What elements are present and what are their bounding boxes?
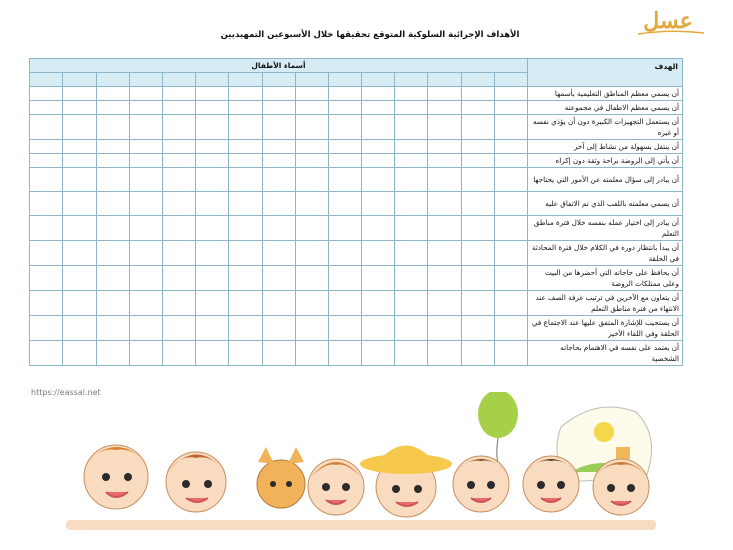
checklist-cell[interactable] [362,341,395,366]
checklist-cell[interactable] [328,168,361,192]
checklist-cell[interactable] [295,266,328,291]
child-2-icon [166,452,226,512]
child-5-icon [360,446,452,518]
checklist-cell[interactable] [30,101,63,115]
checklist-cell[interactable] [96,87,129,101]
checklist-cell[interactable] [362,140,395,154]
checklist-cell[interactable] [494,291,527,316]
names-header: أسماء الأطفال [30,59,528,73]
checklist-cell[interactable] [494,154,527,168]
checklist-cell[interactable] [129,316,162,341]
checklist-cell[interactable] [362,101,395,115]
checklist-cell[interactable] [428,154,461,168]
checklist-cell[interactable] [428,87,461,101]
checklist-cell[interactable] [461,154,494,168]
checklist-cell[interactable] [30,168,63,192]
checklist-cell[interactable] [63,266,96,291]
goal-row [30,291,683,316]
checklist-cell[interactable] [395,115,428,140]
checklist-cell[interactable] [229,154,262,168]
checklist-cell[interactable] [328,101,361,115]
checklist-cell[interactable] [262,266,295,291]
goal-row [30,192,683,216]
site-logo [628,8,708,36]
checklist-cell[interactable] [428,140,461,154]
checklist-cell[interactable] [229,316,262,341]
checklist-cell[interactable] [362,316,395,341]
goal-row [30,140,683,154]
checklist-cell[interactable] [129,241,162,266]
checklist-cell[interactable] [494,216,527,241]
checklist-cell[interactable] [328,341,361,366]
checklist-cell[interactable] [461,266,494,291]
checklist-cell[interactable] [328,115,361,140]
checklist-cell[interactable] [428,341,461,366]
checklist-cell[interactable] [196,216,229,241]
checklist-cell[interactable] [362,154,395,168]
checklist-cell[interactable] [96,291,129,316]
checklist-cell[interactable] [129,341,162,366]
goal-body [30,87,683,366]
checklist-cell[interactable] [395,341,428,366]
child-4-icon [308,459,364,515]
checklist-cell[interactable] [129,266,162,291]
checklist-cell[interactable] [162,266,195,291]
checklist-cell[interactable] [494,341,527,366]
checklist-cell[interactable] [129,168,162,192]
checklist-cell[interactable] [362,115,395,140]
name-column-header [328,73,361,87]
checklist-cell[interactable] [196,316,229,341]
checklist-cell[interactable] [162,140,195,154]
checklist-cell[interactable] [30,154,63,168]
checklist-cell[interactable] [494,266,527,291]
checklist-cell[interactable] [196,241,229,266]
checklist-cell[interactable] [229,140,262,154]
checklist-cell[interactable] [262,192,295,216]
checklist-cell[interactable] [196,154,229,168]
checklist-cell[interactable] [162,216,195,241]
goal-text: أن يتعاون مع الآخرين في ترتيب غرفة الصف عند الانتهاء من فترة مناطق التعلم [528,291,683,316]
checklist-cell[interactable] [96,241,129,266]
checklist-cell[interactable] [395,316,428,341]
checklist-cell[interactable] [395,101,428,115]
checklist-cell[interactable] [96,115,129,140]
checklist-cell[interactable] [295,154,328,168]
checklist-cell[interactable] [362,87,395,101]
goal-row [30,241,683,266]
goal-text: أن يحافظ على حاجاته التي أحضرها من البيت وعلى ممتلكات الروضة [528,266,683,291]
checklist-cell[interactable] [494,241,527,266]
goal-row [30,341,683,366]
checklist-cell[interactable] [96,266,129,291]
checklist-cell[interactable] [494,168,527,192]
checklist-cell[interactable] [328,241,361,266]
checklist-cell[interactable] [295,341,328,366]
checklist-cell[interactable] [196,192,229,216]
checklist-cell[interactable] [30,341,63,366]
checklist-cell[interactable] [262,115,295,140]
name-column-header [395,73,428,87]
checklist-cell[interactable] [162,154,195,168]
checklist-cell[interactable] [229,168,262,192]
logo-swoosh-icon [636,30,706,36]
goal-text: أن يستجيب للإشارة المتفق عليها عند الاجتماع في الحلقة وفي اللقاء الأخير [528,316,683,341]
checklist-cell[interactable] [162,341,195,366]
checklist-cell[interactable] [196,115,229,140]
checklist-cell[interactable] [129,140,162,154]
checklist-cell[interactable] [428,316,461,341]
goal-row [30,266,683,291]
checklist-cell[interactable] [196,140,229,154]
child-3-icon [257,447,305,508]
goal-text: أن يبادر إلى سؤال معلمته عن الأمور التي يحتاجها [528,168,683,192]
checklist-cell[interactable] [295,140,328,154]
name-column-header [295,73,328,87]
checklist-cell[interactable] [30,291,63,316]
checklist-cell[interactable] [196,168,229,192]
name-column-header [362,73,395,87]
goals-sheet [29,58,683,371]
checklist-cell[interactable] [328,216,361,241]
goal-text: أن ينتقل بسهولة من نشاط إلى آخر [528,140,683,154]
name-column-header [162,73,195,87]
goal-row [30,115,683,140]
checklist-cell[interactable] [63,241,96,266]
checklist-cell[interactable] [262,168,295,192]
checklist-cell[interactable] [96,101,129,115]
goal-text: أن يبدأ بانتظار دوره في الكلام خلال فترة المحادثة في الحلقة [528,241,683,266]
checklist-cell[interactable] [129,192,162,216]
name-column-header [129,73,162,87]
checklist-cell[interactable] [395,266,428,291]
checklist-cell[interactable] [63,154,96,168]
checklist-cell[interactable] [63,216,96,241]
goal-row [30,216,683,241]
checklist-cell[interactable] [362,266,395,291]
checklist-cell[interactable] [395,140,428,154]
checklist-cell[interactable] [30,192,63,216]
checklist-cell[interactable] [461,216,494,241]
checklist-cell[interactable] [30,140,63,154]
checklist-cell[interactable] [96,216,129,241]
checklist-cell[interactable] [362,241,395,266]
checklist-cell[interactable] [328,154,361,168]
checklist-cell[interactable] [63,192,96,216]
checklist-cell[interactable] [229,216,262,241]
checklist-cell[interactable] [196,291,229,316]
goal-text: أن يستعمل التجهيزات الكبيرة دون أن يؤذي نفسه أو غيره [528,115,683,140]
checklist-cell[interactable] [428,192,461,216]
goals-table [29,58,683,366]
checklist-cell[interactable] [395,291,428,316]
checklist-cell[interactable] [461,291,494,316]
checklist-cell[interactable] [162,291,195,316]
name-column-header [428,73,461,87]
header-row [30,59,683,73]
checklist-cell[interactable] [96,316,129,341]
goal-row [30,154,683,168]
checklist-cell[interactable] [461,115,494,140]
checklist-cell[interactable] [229,266,262,291]
goal-text: أن يسمي معظم الاطفال في مجموعته [528,101,683,115]
checklist-cell[interactable] [96,154,129,168]
checklist-cell[interactable] [229,291,262,316]
checklist-cell[interactable] [395,87,428,101]
checklist-cell[interactable] [229,87,262,101]
checklist-cell[interactable] [162,241,195,266]
checklist-cell[interactable] [395,216,428,241]
child-8-icon [593,459,649,515]
goal-text: أن يسمي معظم المناطق التعليمية بأسمها [528,87,683,101]
checklist-cell[interactable] [63,140,96,154]
checklist-cell[interactable] [229,341,262,366]
checklist-cell[interactable] [395,241,428,266]
goal-text: أن يسمي معلمته باللقب الذي تم الاتفاق عليه [528,192,683,216]
checklist-cell[interactable] [461,241,494,266]
source-url: https://eassal.net [31,388,101,397]
checklist-cell[interactable] [494,140,527,154]
checklist-cell[interactable] [196,101,229,115]
checklist-cell[interactable] [96,192,129,216]
checklist-cell[interactable] [494,192,527,216]
checklist-cell[interactable] [461,341,494,366]
page-title: الأهداف الإجرائية السلوكية المتوقع تحقيقها خلال الأسبوعين التمهيديين [220,30,520,40]
checklist-cell[interactable] [63,168,96,192]
checklist-cell[interactable] [229,115,262,140]
checklist-cell[interactable] [196,341,229,366]
name-column-header [30,73,63,87]
checklist-cell[interactable] [295,216,328,241]
child-7-icon [523,456,579,512]
checklist-cell[interactable] [30,115,63,140]
checklist-cell[interactable] [30,266,63,291]
checklist-cell[interactable] [63,87,96,101]
checklist-cell[interactable] [30,241,63,266]
checklist-cell[interactable] [428,266,461,291]
checklist-cell[interactable] [30,87,63,101]
checklist-cell[interactable] [295,291,328,316]
checklist-cell[interactable] [428,216,461,241]
name-column-header [96,73,129,87]
name-column-header [262,73,295,87]
checklist-cell[interactable] [295,115,328,140]
checklist-cell[interactable] [295,101,328,115]
checklist-cell[interactable] [129,154,162,168]
checklist-cell[interactable] [262,291,295,316]
name-column-header [461,73,494,87]
checklist-cell[interactable] [96,341,129,366]
checklist-cell[interactable] [362,216,395,241]
checklist-cell[interactable] [262,316,295,341]
checklist-cell[interactable] [129,291,162,316]
checklist-cell[interactable] [295,168,328,192]
checklist-cell[interactable] [461,140,494,154]
checklist-cell[interactable] [395,192,428,216]
checklist-cell[interactable] [229,241,262,266]
checklist-cell[interactable] [262,101,295,115]
checklist-cell[interactable] [428,241,461,266]
checklist-cell[interactable] [494,316,527,341]
checklist-cell[interactable] [262,216,295,241]
checklist-cell[interactable] [362,168,395,192]
checklist-cell[interactable] [461,316,494,341]
checklist-cell[interactable] [428,101,461,115]
checklist-cell[interactable] [262,154,295,168]
checklist-cell[interactable] [328,316,361,341]
checklist-cell[interactable] [295,241,328,266]
checklist-cell[interactable] [63,291,96,316]
checklist-cell[interactable] [96,140,129,154]
checklist-cell[interactable] [295,316,328,341]
checklist-cell[interactable] [328,192,361,216]
checklist-cell[interactable] [362,291,395,316]
checklist-cell[interactable] [461,101,494,115]
checklist-cell[interactable] [362,192,395,216]
checklist-cell[interactable] [96,168,129,192]
logo-text: عسل [643,8,693,34]
checklist-cell[interactable] [63,101,96,115]
checklist-cell[interactable] [229,101,262,115]
checklist-cell[interactable] [129,115,162,140]
child-1-icon [84,445,148,509]
checklist-cell[interactable] [262,140,295,154]
name-column-header [494,73,527,87]
checklist-cell[interactable] [328,140,361,154]
checklist-cell[interactable] [494,87,527,101]
checklist-cell[interactable] [428,291,461,316]
checklist-cell[interactable] [461,168,494,192]
child-6-icon [453,456,509,512]
checklist-cell[interactable] [428,115,461,140]
checklist-cell[interactable] [162,101,195,115]
checklist-cell[interactable] [395,154,428,168]
checklist-cell[interactable] [162,316,195,341]
checklist-cell[interactable] [63,316,96,341]
checklist-cell[interactable] [494,101,527,115]
checklist-cell[interactable] [328,291,361,316]
checklist-cell[interactable] [162,87,195,101]
goal-row [30,168,683,192]
checklist-cell[interactable] [229,192,262,216]
checklist-cell[interactable] [328,87,361,101]
checklist-cell[interactable] [162,115,195,140]
checklist-cell[interactable] [262,341,295,366]
checklist-cell[interactable] [262,87,295,101]
checklist-cell[interactable] [129,87,162,101]
goal-row [30,87,683,101]
goal-header: الهدف [528,59,683,87]
children-illustration [36,392,696,542]
checklist-cell[interactable] [428,168,461,192]
name-column-header [229,73,262,87]
checklist-cell[interactable] [63,115,96,140]
name-column-header [63,73,96,87]
checklist-cell[interactable] [494,115,527,140]
checklist-cell[interactable] [196,87,229,101]
checklist-cell[interactable] [395,168,428,192]
goal-row [30,101,683,115]
checklist-cell[interactable] [461,87,494,101]
checklist-cell[interactable] [196,266,229,291]
checklist-cell[interactable] [461,192,494,216]
checklist-cell[interactable] [63,341,96,366]
checklist-cell[interactable] [129,101,162,115]
goal-text: أن يأتي إلى الروضة براحة وثقة دون إكراه [528,154,683,168]
goal-row [30,316,683,341]
goal-text: أن يبادر إلى اختيار عمله بنفسه خلال فترة مناطق التعلم [528,216,683,241]
checklist-cell[interactable] [30,316,63,341]
goal-text: أن يعتمد على نفسه في الاهتمام بحاجاته الشخصية [528,341,683,366]
checklist-cell[interactable] [30,216,63,241]
checklist-cell[interactable] [295,192,328,216]
name-column-header [196,73,229,87]
checklist-cell[interactable] [162,168,195,192]
checklist-cell[interactable] [262,241,295,266]
checklist-cell[interactable] [162,192,195,216]
checklist-cell[interactable] [328,266,361,291]
checklist-cell[interactable] [129,216,162,241]
checklist-cell[interactable] [295,87,328,101]
